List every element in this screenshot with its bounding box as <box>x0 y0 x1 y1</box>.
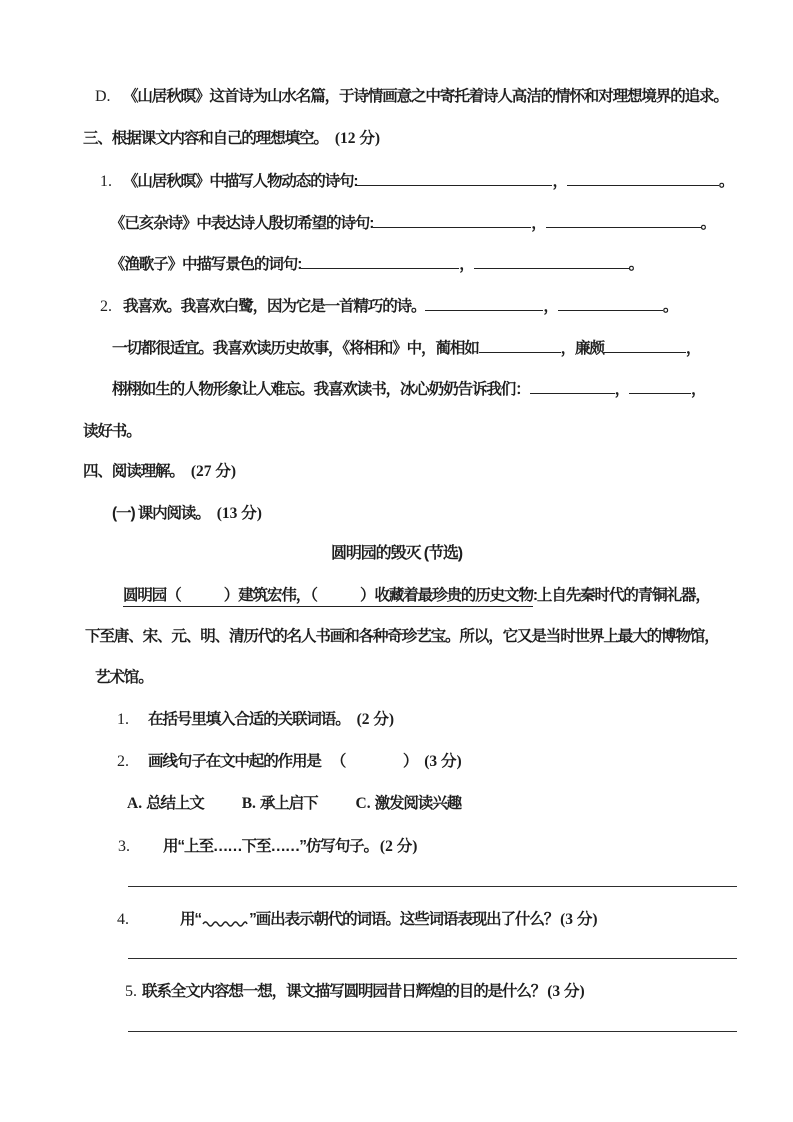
points-label: (2 分) <box>356 711 395 728</box>
period: 。 <box>628 256 644 273</box>
fill-blank <box>567 171 719 186</box>
question-text: 联系全文内容想一想，课文描写圆明园昔日辉煌的目的是什么？ <box>142 983 546 1000</box>
question-text: 《山居秋暝》中描写人物动态的诗句: <box>123 173 358 190</box>
option-b <box>242 795 318 812</box>
points-label: (3 分) <box>560 911 598 928</box>
option-c <box>356 795 461 812</box>
comma: ， <box>459 256 474 273</box>
choice-item-d <box>95 86 728 107</box>
question-number: 1. <box>117 711 129 728</box>
section-4-heading <box>83 461 236 482</box>
fill-question-2-line-4 <box>83 421 141 442</box>
points-label: (3 分) <box>424 753 462 770</box>
comma: ， <box>685 340 701 357</box>
option-text: 总结上文 <box>146 795 204 812</box>
option-text: 激发阅读兴趣 <box>374 795 461 812</box>
points-label: (2 分) <box>379 838 418 855</box>
subsection-heading <box>112 503 262 524</box>
passage-text: :上自先秦时代的青铜礼器， <box>532 587 710 604</box>
fill-blank <box>546 213 701 228</box>
points-label: (27 分) <box>190 463 237 480</box>
comma: ， <box>614 381 630 398</box>
question-number: 4. <box>117 911 129 928</box>
passage-line-2 <box>85 626 719 647</box>
comma: ， <box>543 298 558 315</box>
fill-blank <box>479 338 561 353</box>
fill-question-1-line-1 <box>100 171 733 192</box>
points-label: (13 分) <box>216 505 262 522</box>
comma: ， <box>691 381 706 398</box>
fill-blank <box>425 296 543 311</box>
passage-line-1 <box>123 585 710 606</box>
question-text: 《已亥杂诗》中表达诗人殷切希望的诗句: <box>110 215 374 232</box>
section-title: 三、根据课文内容和自己的理想填空。 <box>83 130 328 147</box>
passage-title-text: 圆明园的毁灭 (节选) <box>330 545 462 562</box>
fill-blank <box>373 213 531 228</box>
question-text: 读好书。 <box>83 423 141 440</box>
question-text: 画线句子在文中起的作用是 <box>148 753 321 770</box>
comma: ， <box>531 215 546 232</box>
question-number: 3. <box>118 838 130 855</box>
wavy-underline-icon <box>202 914 248 935</box>
fill-blank <box>301 254 459 269</box>
answer-line <box>128 1031 737 1032</box>
reading-question-5 <box>125 981 585 1002</box>
question-text: 在括号里填入合适的关联词语。 <box>148 711 350 728</box>
question-text: 一切都很适宜。我喜欢读历史故事，《将相和》中，蔺相如 <box>112 340 479 357</box>
fill-question-2-line-2 <box>112 338 700 359</box>
passage-title <box>0 543 793 564</box>
question-number: 2. <box>117 753 129 770</box>
passage-text: 下至唐、宋、元、明、清历代的名人书画和各种奇珍艺宝。所以，它又是当时世界上最大的博物馆， <box>85 628 719 645</box>
answer-line <box>128 886 737 887</box>
fill-blank <box>604 338 686 353</box>
item-text: 《山居秋暝》这首诗为山水名篇，于诗情画意之中寄托着诗人高洁的情怀和对理想境界的追求。 <box>123 88 728 105</box>
subsection-title: (一) 课内阅读。 <box>112 505 210 522</box>
reading-question-2-options <box>127 793 499 814</box>
period: 。 <box>662 298 678 315</box>
question-number: 1. <box>100 173 112 190</box>
option-letter: C. <box>355 795 371 812</box>
option-letter: A. <box>127 795 143 812</box>
passage-text: 艺术馆。 <box>95 669 153 686</box>
fill-blank <box>357 171 552 186</box>
reading-question-1 <box>117 709 394 730</box>
points-label: (3 分) <box>547 983 585 1000</box>
reading-question-4 <box>117 909 598 930</box>
passage-line-3 <box>95 667 153 688</box>
section-title: 四、阅读理解。 <box>83 463 184 480</box>
question-text: 《渔歌子》中描写景色的词句: <box>110 256 302 273</box>
question-text: ”画出表示朝代的词语。这些词语表现出了什么？ <box>249 911 559 928</box>
fill-question-1-line-3 <box>110 254 643 275</box>
question-text: ，廉颇 <box>560 340 604 357</box>
underlined-clause: 圆明园（ ）建筑宏伟，（ ）收藏着最珍贵的历史文物 <box>123 587 533 607</box>
fill-question-2-line-3 <box>112 379 705 400</box>
period: 。 <box>718 173 734 190</box>
question-text: 我喜欢。我喜欢白鹭，因为它是一首精巧的诗。 <box>123 298 426 315</box>
fill-blank <box>530 379 615 394</box>
option-a <box>127 795 204 812</box>
fill-blank <box>474 254 629 269</box>
answer-parentheses: （ ） <box>330 753 418 770</box>
question-text: 用“上至……下至……”仿写句子。 <box>163 838 378 855</box>
question-number: 5. <box>125 983 137 1000</box>
question-text: 用“ <box>180 911 202 928</box>
option-letter: B. <box>241 795 256 812</box>
fill-blank <box>558 296 663 311</box>
reading-question-2 <box>117 751 462 772</box>
question-text: 栩栩如生的人物形象让人难忘。我喜欢读书，冰心奶奶告诉我们： <box>112 381 530 398</box>
section-3-heading <box>83 128 380 149</box>
period: 。 <box>700 215 716 232</box>
question-number: 2. <box>100 298 112 315</box>
fill-question-1-line-2 <box>110 213 715 234</box>
points-label: (12 分) <box>334 130 381 147</box>
fill-blank <box>629 379 691 394</box>
fill-question-2-line-1 <box>100 296 677 317</box>
answer-line <box>128 958 737 959</box>
item-letter: D. <box>95 88 111 105</box>
option-text: 承上启下 <box>259 795 318 812</box>
reading-question-3 <box>118 836 417 857</box>
comma: ， <box>552 173 567 190</box>
